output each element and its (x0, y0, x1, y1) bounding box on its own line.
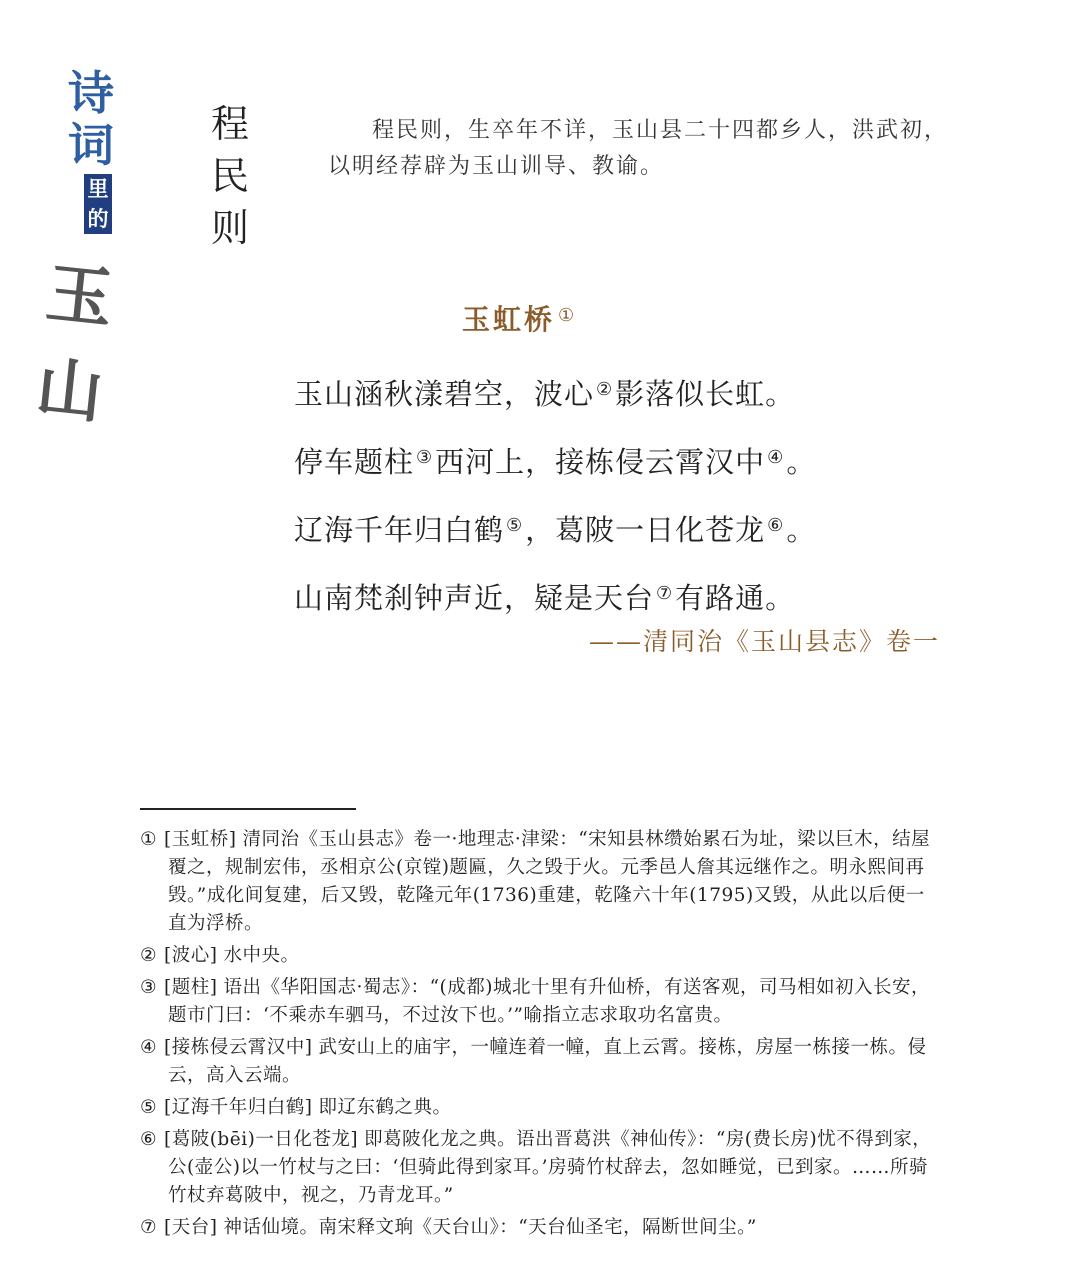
note-mark: ② (596, 379, 614, 400)
poem-text: 西河上，接栋侵云霄汉中 (435, 445, 766, 479)
note-mark: ③ (416, 447, 434, 468)
brand-char-1: 诗 (68, 66, 114, 120)
footnote-term: [题柱] (164, 977, 218, 998)
footnote-term: [波心] (164, 945, 218, 966)
footnote-divider (140, 808, 356, 810)
author-name-char: 民 (210, 154, 249, 198)
footnote-number: ③ (140, 977, 158, 998)
poem-line (294, 426, 934, 494)
brand-char-2: 词 (68, 118, 114, 172)
footnote-text: 神话仙境。南宋释文珦《天台山》：“天台仙圣宅，隔断世间尘。” (223, 1217, 757, 1238)
footnote-number: ⑥ (140, 1129, 158, 1150)
footnote-item (140, 974, 940, 1030)
poem-text: 有路通。 (675, 581, 796, 615)
footnote-text: 水中央。 (223, 945, 300, 966)
poem-title-note-mark: ① (558, 305, 578, 326)
footnote-term: [葛陂(bēi)一日化苍龙] (164, 1129, 359, 1150)
footnote-number: ② (140, 945, 158, 966)
footnote-term: [接栋侵云霄汉中] (164, 1037, 313, 1058)
author-name-char: 程 (210, 102, 249, 146)
footnote-number: ⑦ (140, 1217, 158, 1238)
poem-text: 。 (786, 445, 817, 479)
note-mark: ⑦ (656, 583, 674, 604)
note-mark: ⑥ (767, 515, 785, 536)
poem-line (294, 562, 934, 630)
footnote-number: ⑤ (140, 1097, 158, 1118)
footnote-term: [辽海千年归白鹤] (164, 1097, 313, 1118)
footnote-text: 即辽东鹤之典。 (318, 1097, 452, 1118)
footnote-term: [玉虹桥] (164, 829, 237, 850)
brand-logo (32, 66, 137, 432)
footnotes (140, 826, 940, 1246)
poem-line (294, 494, 934, 562)
poem-text: 玉山涵秋漾碧空，波心 (294, 377, 595, 411)
poem-text: 。 (786, 513, 817, 547)
footnote-item (140, 942, 940, 970)
brand-ink-calligraphy: 玉山 (32, 254, 109, 432)
footnote-item (140, 1034, 940, 1090)
footnote-item (140, 1094, 940, 1122)
footnote-item (140, 1214, 940, 1242)
poem-title (462, 298, 577, 338)
footnote-text: 语出《华阳国志·蜀志》：“(成都)城北十里有升仙桥，有送客观，司马相如初入长安，题市门曰：‘不乘赤车驷马，不过汝下也。’”喻指立志求取功名富贵。 (168, 977, 930, 1026)
footnote-text: 清同治《玉山县志》卷一·地理志·津梁：“宋知县林缵始累石为址，梁以巨木，结屋覆之，规制宏伟，丞相京公(京镗)题匾，久之毁于火。元季邑人詹其远继作之。明永熙间再毁。”成化间复建，后又毁，乾隆元年(1736)重建，乾隆六十年(1795)又毁，从此以后便一直为浮桥。 (168, 829, 931, 934)
footnote-text: 即葛陂化龙之典。语出晋葛洪《神仙传》：“房(费长房)忧不得到家，公(壶公)以一竹杖与之曰：‘但骑此得到家耳。’房骑竹杖辞去，忽如睡觉，已到家。……所骑竹杖弃葛陂中，视之，乃青龙耳。” (168, 1129, 932, 1206)
footnote-item (140, 1126, 940, 1210)
footnote-item (140, 826, 940, 938)
author-name-char: 则 (210, 206, 249, 250)
poem-title-text: 玉虹桥 (462, 303, 556, 336)
poem-text: 山南梵刹钟声近，疑是天台 (294, 581, 655, 615)
poem-text: 影落似长虹。 (615, 377, 796, 411)
footnote-number: ④ (140, 1037, 158, 1058)
footnote-text: 武安山上的庙宇，一幢连着一幢，直上云霄。接栋，房屋一栋接一栋。侵云，高入云端。 (168, 1037, 927, 1086)
poem-text: ，葛陂一日化苍龙 (525, 513, 766, 547)
poem-body (294, 358, 934, 630)
footnote-number: ① (140, 829, 158, 850)
note-mark: ④ (767, 447, 785, 468)
poem-text: 辽海千年归白鹤 (294, 513, 505, 547)
author-bio: 程民则，生卒年不详，玉山县二十四都乡人，洪武初，以明经荐辟为玉山训导、教谕。 (328, 118, 949, 179)
poem-source: ——清同治《玉山县志》卷一 (588, 627, 940, 656)
footnote-term: [天台] (164, 1217, 218, 1238)
brand-mid-label: 里的 (84, 174, 112, 234)
note-mark: ⑤ (506, 515, 524, 536)
poem-text: 停车题柱 (294, 445, 415, 479)
poem-line (294, 358, 934, 426)
author-name-vertical (200, 98, 260, 254)
